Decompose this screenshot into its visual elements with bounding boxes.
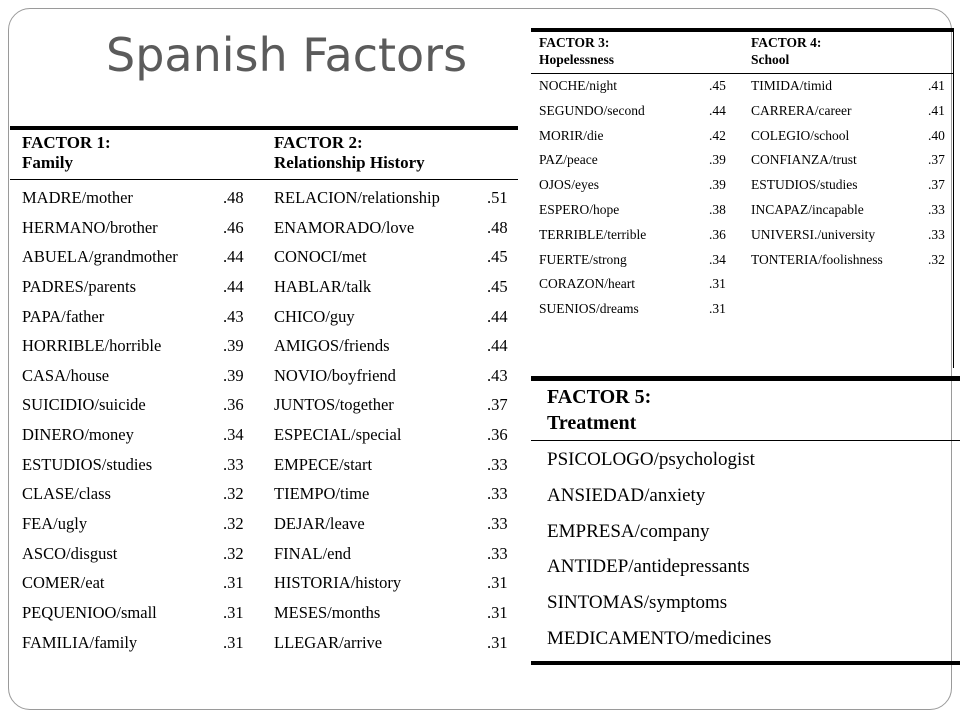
factor-2-word: CONOCI/met (274, 247, 367, 267)
factor-2-word: HABLAR/talk (274, 276, 372, 296)
factor-5-word: ANSIEDAD/anxiety (547, 484, 706, 506)
factor-2-loading: .31 (487, 632, 508, 652)
factor-1-loading: .44 (223, 247, 244, 267)
table-row (531, 297, 953, 322)
factor-2-loading: .36 (487, 425, 508, 445)
factor-4-word: TONTERIA/foolishness (751, 251, 883, 267)
factor-4-loading: .32 (928, 251, 945, 267)
factor-2-word: ENAMORADO/love (274, 217, 415, 237)
factor-3-word: SEGUNDO/second (539, 102, 645, 118)
factor-3-loading: .36 (709, 226, 726, 242)
table-row (531, 198, 953, 223)
table-row (10, 213, 518, 243)
factor-5-word: SINTOMAS/symptoms (547, 592, 728, 614)
factor-5-word: PSICOLOGO/psychologist (547, 449, 755, 470)
slide-title: Spanish Factors (106, 28, 468, 82)
factor-4-loading: .33 (928, 226, 945, 242)
factor-1-word: CASA/house (22, 365, 110, 385)
factor-1-loading: .44 (223, 276, 244, 296)
table-row (10, 420, 518, 450)
factor-1-word: ASCO/disgust (22, 543, 118, 563)
factor-2-name: Relationship History (274, 153, 425, 172)
factor-3-word: FUERTE/strong (539, 251, 627, 267)
table-row (10, 628, 518, 658)
factor-4-word: COLEGIO/school (751, 127, 850, 143)
factor-4-loading: .37 (928, 152, 945, 168)
factor-1-loading: .31 (223, 602, 244, 622)
factor-3-loading: .45 (709, 78, 726, 93)
factor-2-word: AMIGOS/friends (274, 336, 390, 356)
table-row (531, 223, 953, 248)
factor-1-word: CLASE/class (22, 484, 111, 504)
factor-4-word: UNIVERSI./university (751, 226, 876, 242)
factor-1-word: PADRES/parents (22, 276, 136, 296)
factor-1-word: FEA/ugly (22, 514, 88, 534)
factor-1-loading: .33 (223, 454, 244, 474)
factor-4-loading: .41 (928, 78, 945, 93)
factor-2-word: NOVIO/boyfriend (274, 365, 396, 385)
factor-3-loading: .31 (709, 276, 726, 292)
table-row (10, 479, 518, 509)
factor-2-heading: FACTOR 2: (274, 133, 363, 152)
factor-1-2-table (10, 126, 518, 656)
factor-4-loading: .33 (928, 201, 945, 217)
factor-2-loading: .45 (487, 276, 508, 296)
table-row (10, 509, 518, 539)
factor-3-word: SUENIOS/dreams (539, 301, 639, 317)
factor-5-name: Treatment (547, 412, 637, 434)
factor-2-loading: .44 (487, 306, 508, 326)
factor-3-loading: .42 (709, 127, 726, 143)
factor-1-word: HORRIBLE/horrible (22, 336, 162, 356)
factor-3-4-table (531, 28, 953, 368)
factor-1-loading: .46 (223, 217, 244, 237)
table-row (10, 272, 518, 302)
factor-2-loading: .45 (487, 247, 508, 267)
factor-5-word: ANTIDEP/antidepressants (547, 556, 750, 578)
table-rule-top (531, 28, 953, 32)
factor-3-loading: .31 (709, 301, 726, 317)
factor-3-loading: .38 (709, 201, 726, 217)
table-row (531, 272, 953, 297)
factor-4-word: INCAPAZ/incapable (751, 201, 864, 217)
factor-1-word: ABUELA/grandmother (22, 247, 178, 267)
factor-2-word: HISTORIA/history (274, 573, 402, 593)
factor-2-loading: .31 (487, 573, 508, 593)
table-rule-bottom (531, 661, 960, 665)
factor-2-loading: .37 (487, 395, 508, 415)
table-rule-header (531, 440, 960, 441)
factor-3-name: Hopelessness (539, 52, 615, 67)
factor-3-heading: FACTOR 3: (539, 35, 610, 50)
factor-1-loading: .31 (223, 573, 244, 593)
factor-5-heading: FACTOR 5: (547, 386, 652, 408)
table-row (10, 331, 518, 361)
factor-3-loading: .39 (709, 177, 726, 193)
table-rule-top (10, 126, 518, 130)
factor-1-loading: .39 (223, 336, 244, 356)
factor-4-word: CARRERA/career (751, 102, 852, 118)
factor-1-loading: .43 (223, 306, 244, 326)
factor-3-word: PAZ/peace (539, 152, 598, 168)
factor-1-word: SUICIDIO/suicide (22, 395, 146, 415)
factor-2-loading: .33 (487, 454, 508, 474)
factor-2-header (274, 133, 425, 173)
factor-5-rows (531, 442, 960, 657)
factor-4-name: School (751, 52, 790, 67)
factor-3-header (539, 34, 614, 68)
factor-1-header (22, 133, 111, 173)
factor-1-word: PAPA/father (22, 306, 105, 326)
factor-2-word: ESPECIAL/special (274, 425, 402, 445)
factor-5-word: MEDICAMENTO/medicines (547, 627, 772, 649)
factor-3-word: ESPERO/hope (539, 201, 620, 217)
factor-2-word: FINAL/end (274, 543, 351, 563)
factor-3-word: OJOS/eyes (539, 177, 599, 193)
factor-2-word: JUNTOS/together (274, 395, 394, 415)
factor-1-loading: .31 (223, 632, 244, 652)
factor-5-header (547, 384, 651, 436)
factor-2-loading: .33 (487, 514, 508, 534)
factor-4-loading: .40 (928, 127, 945, 143)
factor-1-word: FAMILIA/family (22, 632, 138, 652)
table-row (10, 242, 518, 272)
table-row (10, 539, 518, 569)
table-row (531, 74, 953, 99)
table-row (10, 450, 518, 480)
factor-1-loading: .39 (223, 365, 244, 385)
factor-2-loading: .33 (487, 484, 508, 504)
factor-4-word: TIMIDA/timid (751, 78, 832, 93)
factor-2-loading: .33 (487, 543, 508, 563)
factor-2-loading: .44 (487, 336, 508, 356)
factor-3-loading: .34 (709, 251, 726, 267)
factor-1-loading: .32 (223, 484, 244, 504)
table-row (10, 598, 518, 628)
factor-2-loading: .31 (487, 602, 508, 622)
table-row (531, 99, 953, 124)
factor-1-2-rows (10, 183, 518, 657)
factor-1-name: Family (22, 153, 73, 172)
table-rule-header (10, 179, 518, 180)
table-row (531, 248, 953, 273)
factor-1-word: ESTUDIOS/studies (22, 454, 153, 474)
factor-1-loading: .36 (223, 395, 244, 415)
factor-1-word: DINERO/money (22, 425, 134, 445)
factor-3-word: NOCHE/night (539, 78, 618, 93)
factor-3-word: CORAZON/heart (539, 276, 635, 292)
table-row (531, 148, 953, 173)
factor-2-word: EMPECE/start (274, 454, 373, 474)
table-row (10, 361, 518, 391)
factor-3-loading: .39 (709, 152, 726, 168)
table-row (10, 183, 518, 213)
table-row (10, 390, 518, 420)
table-row (531, 124, 953, 149)
factor-2-word: RELACION/relationship (274, 188, 440, 207)
factor-1-loading: .48 (223, 188, 244, 207)
factor-3-word: TERRIBLE/terrible (539, 226, 647, 242)
factor-1-word: MADRE/mother (22, 188, 133, 207)
factor-4-word: ESTUDIOS/studies (751, 177, 858, 193)
factor-2-loading: .51 (487, 188, 508, 207)
factor-4-loading: .41 (928, 102, 945, 118)
table-row (10, 568, 518, 598)
factor-4-heading: FACTOR 4: (751, 35, 822, 50)
table-row (531, 173, 953, 198)
factor-1-heading: FACTOR 1: (22, 133, 111, 152)
factor-1-loading: .34 (223, 425, 244, 445)
table-rule-top (531, 376, 960, 381)
factor-2-word: TIEMPO/time (274, 484, 370, 504)
factor-1-word: PEQUENIOO/small (22, 602, 157, 622)
factor-4-word: CONFIANZA/trust (751, 152, 857, 168)
factor-3-word: MORIR/die (539, 127, 604, 143)
factor-1-loading: .32 (223, 543, 244, 563)
factor-2-word: MESES/months (274, 602, 381, 622)
factor-2-word: CHICO/guy (274, 306, 355, 326)
factor-2-loading: .43 (487, 365, 508, 385)
factor-5-word: EMPRESA/company (547, 520, 710, 542)
factor-4-header (751, 34, 821, 68)
factor-1-word: HERMANO/brother (22, 217, 158, 237)
factor-1-loading: .32 (223, 514, 244, 534)
table-right-border (953, 28, 954, 368)
factor-2-word: LLEGAR/arrive (274, 632, 383, 652)
factor-4-loading: .37 (928, 177, 945, 193)
factor-1-word: COMER/eat (22, 573, 105, 593)
factor-2-word: DEJAR/leave (274, 514, 365, 534)
factor-3-4-rows (531, 74, 953, 322)
factor-3-loading: .44 (709, 102, 726, 118)
table-row (10, 302, 518, 332)
factor-2-loading: .48 (487, 217, 508, 237)
factor-5-table (531, 376, 960, 666)
